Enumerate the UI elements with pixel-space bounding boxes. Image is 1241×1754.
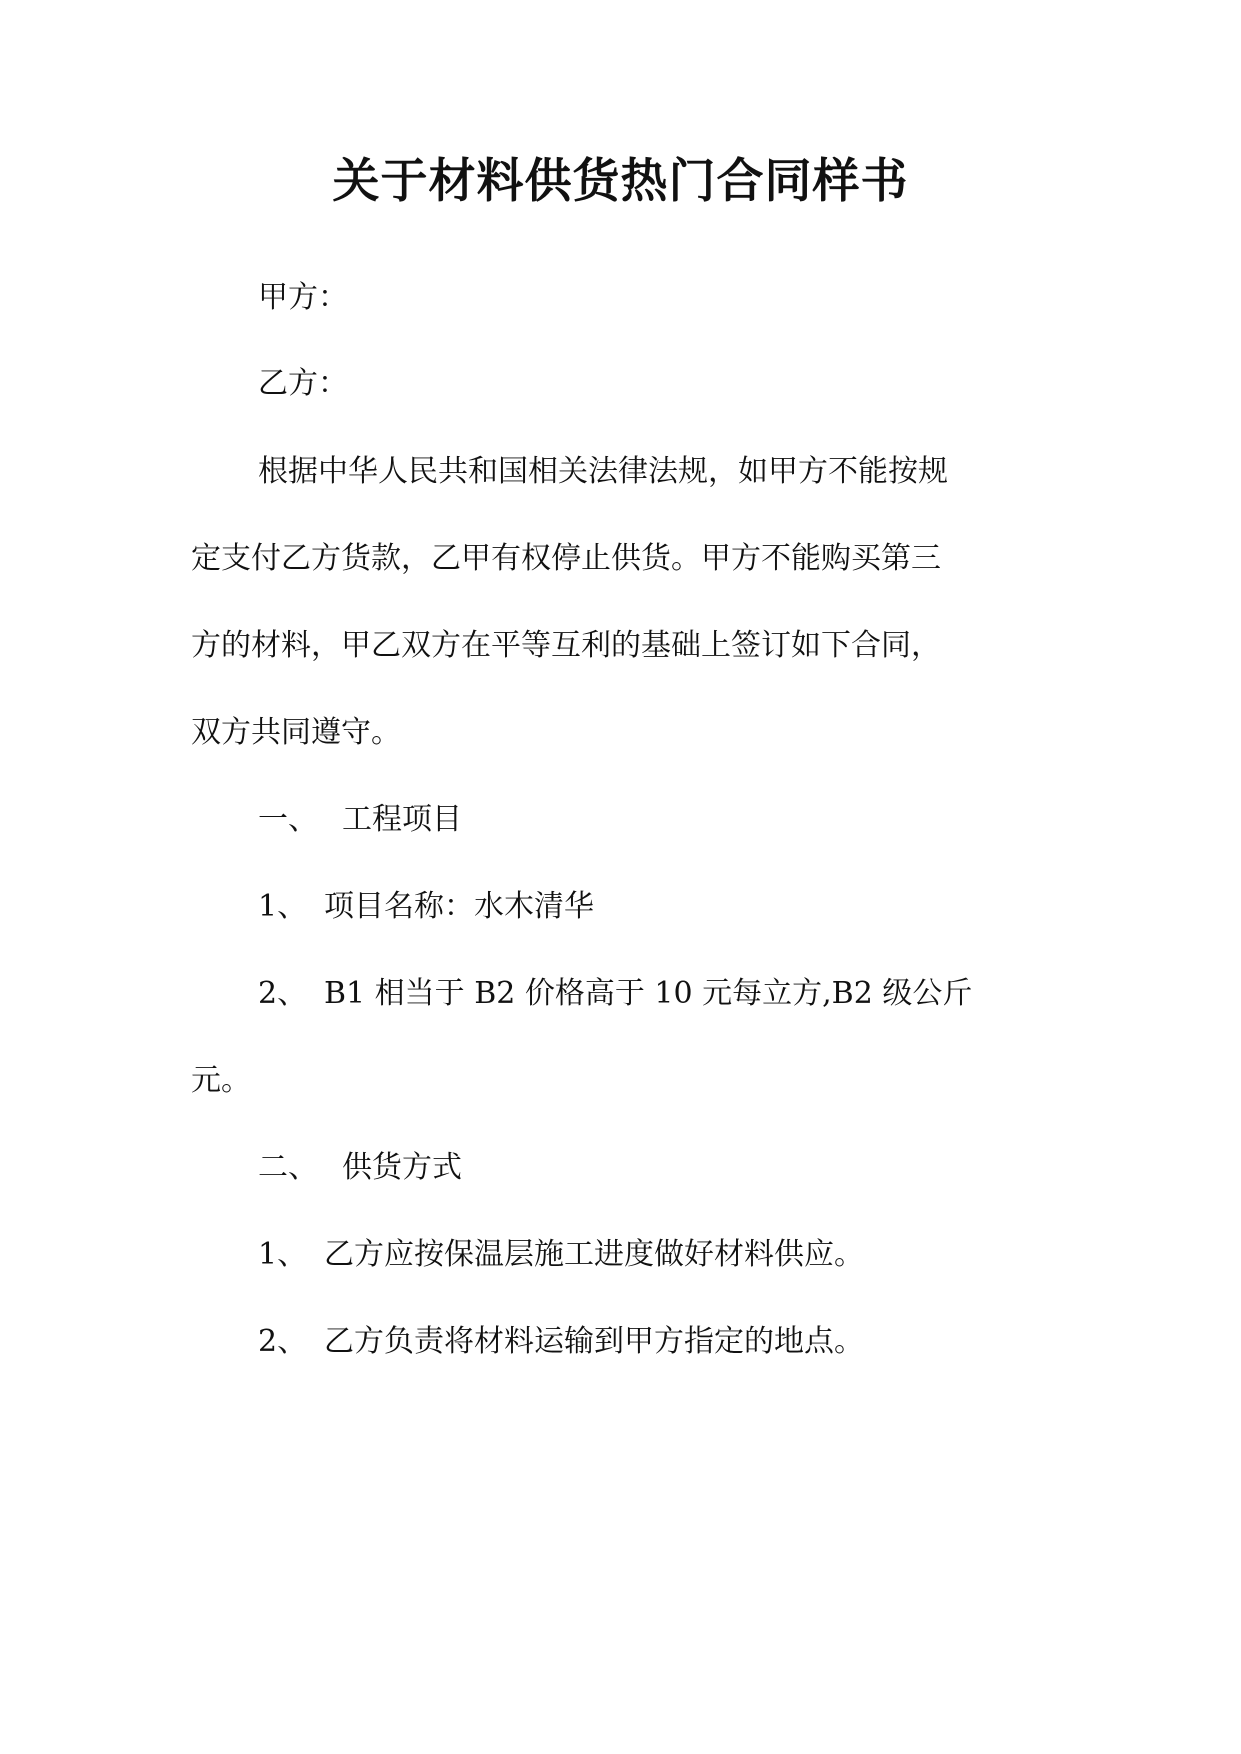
item-text: 项目名称：水木清华: [324, 889, 594, 924]
item-number: 1、: [258, 1237, 308, 1272]
party-a-label: 甲方：: [258, 280, 348, 315]
list-item: [258, 974, 972, 1014]
party-b-label: 乙方：: [258, 366, 348, 401]
section-title: 供货方式: [342, 1150, 462, 1185]
intro-line: 根据中华人民共和国相关法律法规，如甲方不能按规: [258, 454, 948, 489]
item-text: 乙方应按保温层施工进度做好材料供应。: [324, 1237, 864, 1272]
intro-line: 定支付乙方货款，乙甲有权停止供货。甲方不能购买第三: [191, 541, 941, 576]
intro-line: 方的材料，甲乙双方在平等互利的基础上签订如下合同，: [191, 628, 941, 663]
document-title: 关于材料供货热门合同样书: [332, 154, 909, 209]
list-item: [258, 887, 594, 927]
list-item: [258, 1235, 864, 1275]
section-title: 工程项目: [342, 802, 462, 837]
section-number: 二、: [258, 1150, 318, 1185]
item-text: B1 相当于 B2 价格高于 10 元每立方,B2 级公斤: [324, 976, 973, 1011]
section-heading: [258, 1148, 462, 1188]
item-number: 1、: [258, 889, 308, 924]
item-number: 2、: [258, 976, 308, 1011]
item-number: 2、: [258, 1324, 308, 1359]
item-text: 乙方负责将材料运输到甲方指定的地点。: [324, 1324, 864, 1359]
section-number: 一、: [258, 802, 318, 837]
section-heading: [258, 800, 462, 840]
intro-line: 双方共同遵守。: [191, 715, 401, 750]
list-item: [258, 1322, 864, 1362]
list-item-continuation: 元。: [191, 1063, 251, 1098]
